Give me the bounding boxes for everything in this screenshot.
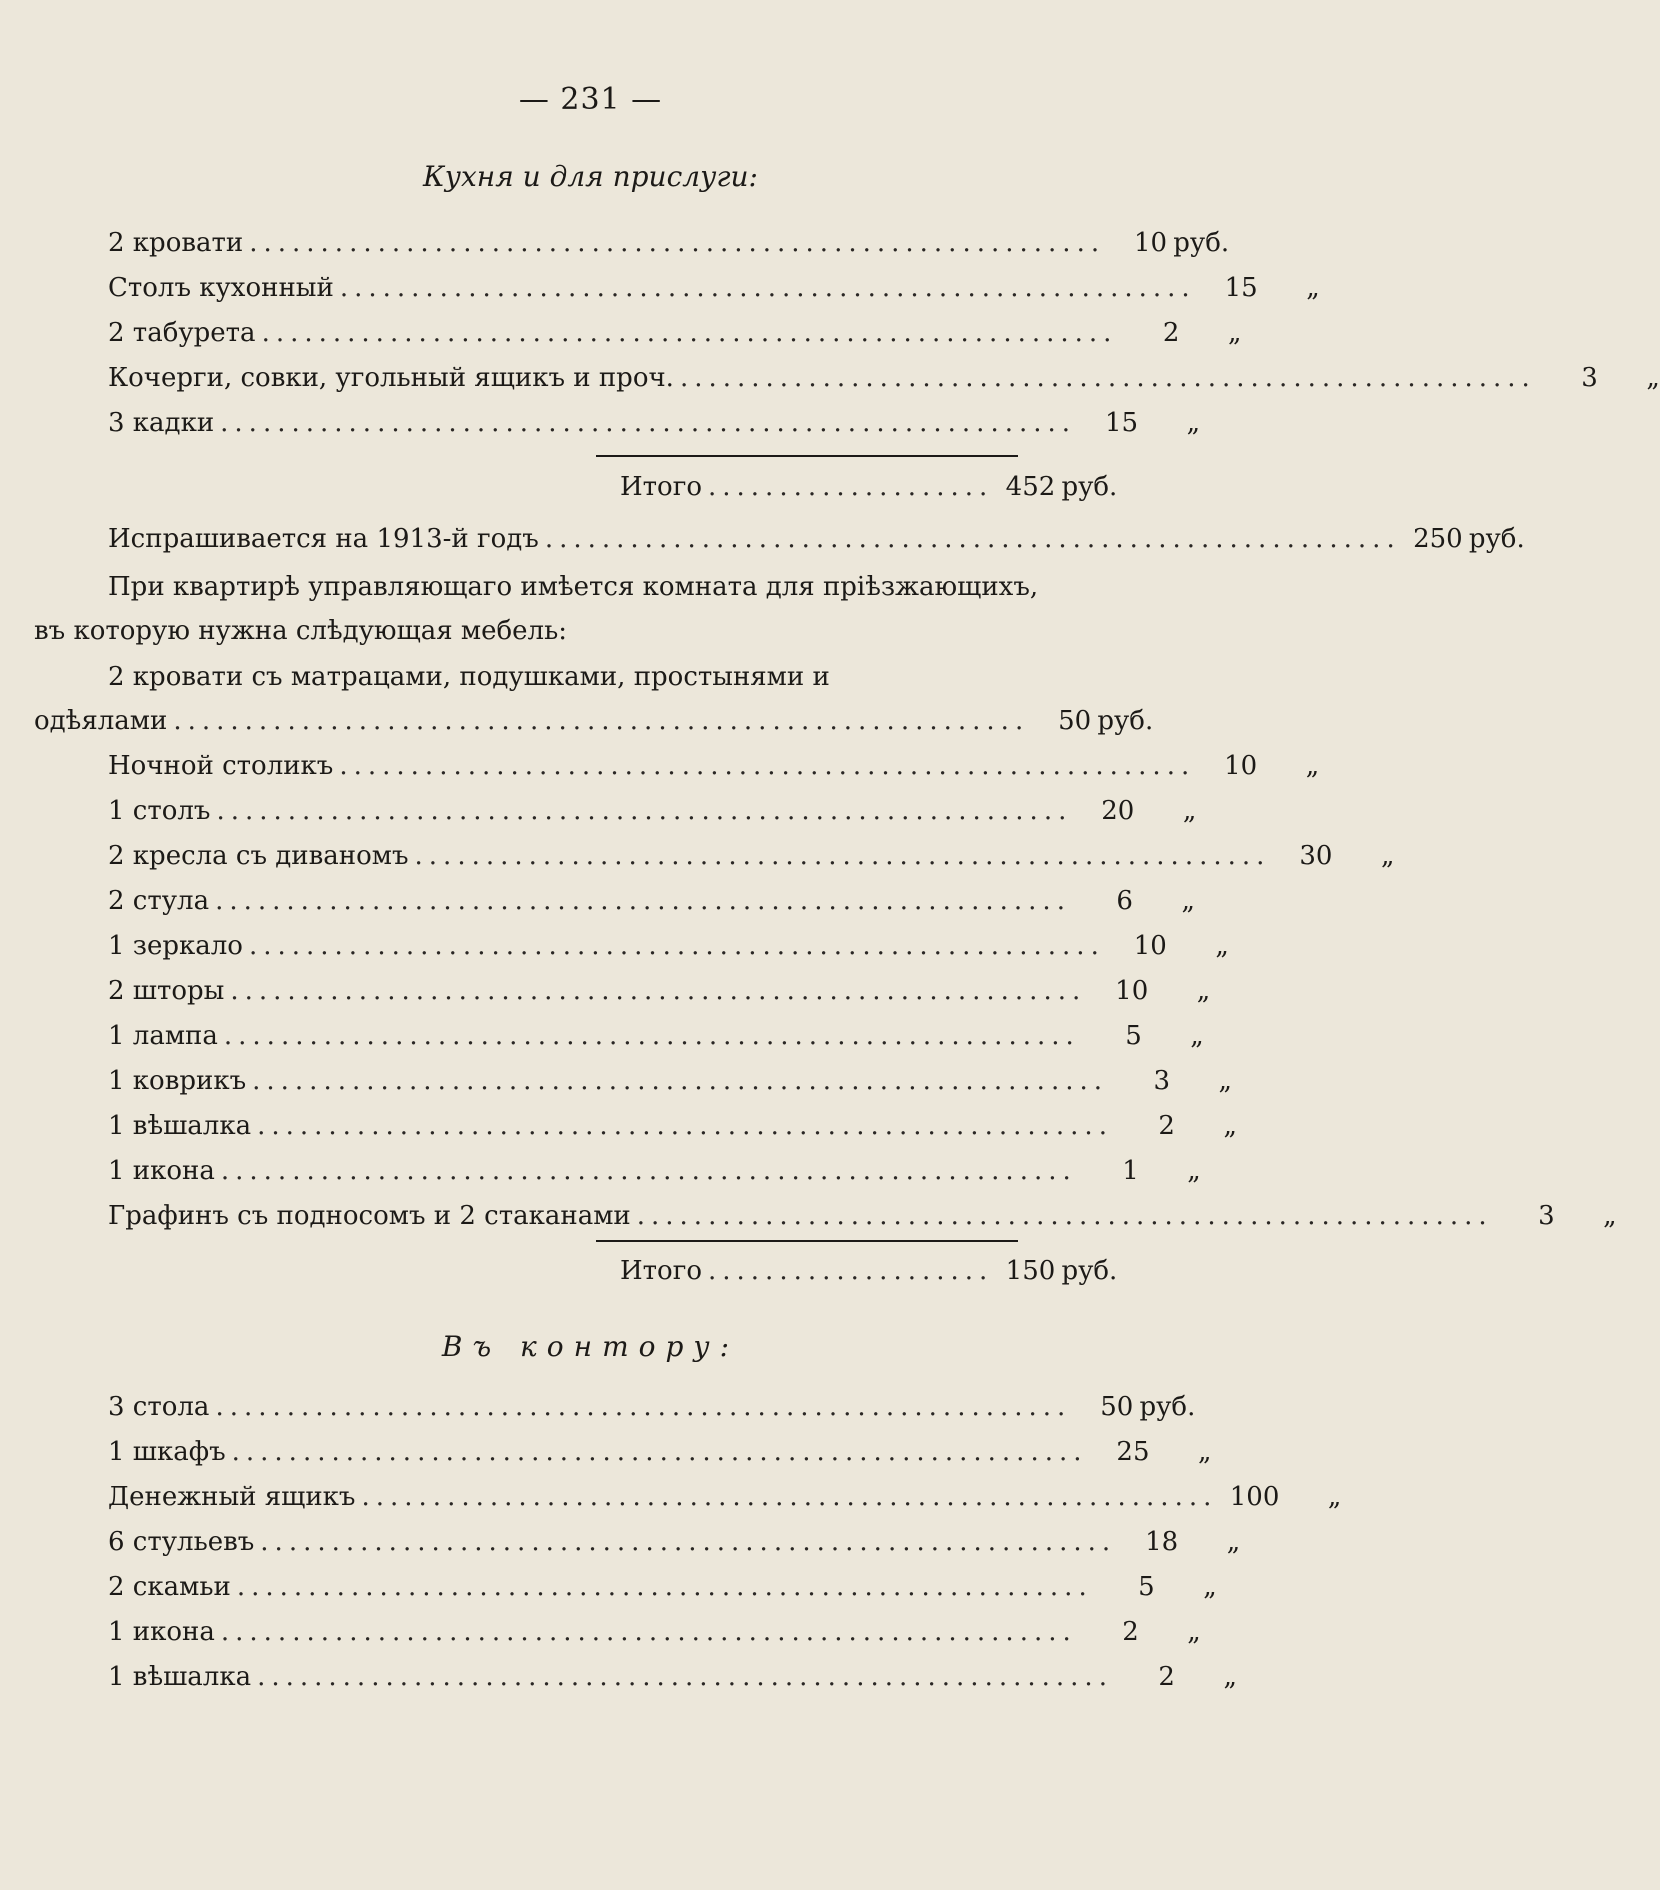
item-value: 10 [1224, 751, 1258, 781]
leader-dots: ............................................................ [252, 1066, 1109, 1096]
total-value: 452 [1005, 472, 1056, 502]
item-label: 1 столъ [108, 796, 211, 826]
item-label: 1 вѣшалка [108, 1111, 252, 1141]
item-label: Столъ кухонный [108, 273, 334, 303]
item-label: 1 вѣшалка [108, 1662, 252, 1692]
item-unit: „ [1203, 1572, 1217, 1602]
guest-room-total [620, 1256, 1118, 1296]
leader-dots: ............................................................ [215, 1392, 1072, 1422]
leader-dots: ............................................................ [636, 1201, 1493, 1231]
item-unit: руб. [1097, 706, 1154, 736]
item-unit: руб. [1139, 1392, 1196, 1422]
item-label: Графинъ съ подносомъ и 2 стаканами [108, 1201, 631, 1231]
leader-dots: ............................................................ [230, 976, 1087, 1006]
item-value: 50 [1100, 1392, 1134, 1422]
item-unit: „ [1305, 751, 1320, 781]
item-value: 25 [1116, 1437, 1150, 1467]
item-value: 20 [1101, 796, 1135, 826]
item-unit: „ [1223, 1111, 1237, 1141]
item-unit: „ [1190, 1021, 1204, 1051]
item-label: 2 шторы [108, 976, 225, 1006]
item-label: Ночной столикъ [108, 751, 334, 781]
item-value: 6 [1116, 886, 1133, 916]
guest-room-intro-line2: въ которую нужна слѣдующая мебель: [34, 616, 567, 646]
kitchen-heading: Кухня и для прислуги: [423, 160, 758, 193]
item-label: одѣялами [34, 706, 168, 736]
item-value: 2 [1158, 1111, 1175, 1141]
list-item [108, 1662, 1237, 1702]
list-item [34, 706, 1154, 746]
leader-dots: ............................................................ [544, 524, 1401, 554]
item-label: Денежный ящикъ [108, 1482, 356, 1512]
leader-dots: ............................................................ [249, 228, 1106, 258]
item-label: 1 коврикъ [108, 1066, 247, 1096]
item-label: 2 табурета [108, 318, 256, 348]
item-label: 2 кресла съ диваномъ [108, 841, 409, 871]
item-unit: „ [1215, 931, 1229, 961]
item-unit: „ [1218, 1066, 1233, 1096]
item-value: 2 [1122, 1617, 1139, 1647]
list-item [108, 976, 1211, 1016]
item-value: 2 [1162, 318, 1180, 348]
leader-dots: ............................................................ [248, 931, 1105, 961]
total-unit: руб. [1061, 1256, 1118, 1286]
total-rule [596, 1240, 1018, 1242]
guest-room-intro-line1: При квартирѣ управляющаго имѣется комната для пріѣзжающихъ, [108, 572, 1039, 602]
item-label: 6 стульевъ [108, 1527, 255, 1557]
list-item [108, 228, 1230, 268]
item-label: 3 кадки [108, 408, 215, 438]
total-value: 150 [1005, 1256, 1056, 1286]
item-label: 1 икона [108, 1156, 215, 1186]
list-item [108, 1156, 1201, 1196]
item-unit: „ [1198, 1437, 1212, 1467]
item-value: 3 [1581, 363, 1598, 393]
list-item [108, 751, 1320, 791]
item-label: Кочерги, совки, угольный ящикъ и проч. [108, 363, 674, 393]
item-value: 10 [1133, 931, 1167, 961]
item-unit: „ [1196, 976, 1211, 1006]
leader-dots: ............................................................ [361, 1482, 1218, 1512]
item-value: 18 [1145, 1527, 1179, 1557]
list-item [108, 796, 1197, 836]
leader-dots: ............................................................ [260, 1527, 1117, 1557]
leader-dots: ............................................................ [236, 1572, 1093, 1602]
item-unit: „ [1327, 1482, 1342, 1512]
requested-unit: руб. [1468, 524, 1525, 554]
item-unit: „ [1306, 273, 1320, 303]
page-number: — 231 — [518, 82, 663, 117]
item-label: 2 скамьи [108, 1572, 231, 1602]
total-unit: руб. [1061, 472, 1118, 502]
item-value: 5 [1125, 1021, 1142, 1051]
leader-dots: ............................................................ [223, 1021, 1080, 1051]
item-unit: „ [1187, 1617, 1201, 1647]
requested-line [108, 524, 1525, 564]
leader-dots: ............................................................ [173, 706, 1030, 736]
leader-dots: ............................................................ [261, 318, 1118, 348]
item-value: 15 [1224, 273, 1258, 303]
item-value: 5 [1138, 1572, 1155, 1602]
item-unit: „ [1187, 1156, 1201, 1186]
list-item [108, 1437, 1212, 1477]
leader-dots: .................... [708, 1256, 994, 1286]
leader-dots: ............................................................ [220, 408, 1077, 438]
item-value: 3 [1153, 1066, 1171, 1096]
list-item [108, 363, 1660, 403]
leader-dots: ............................................................ [220, 1617, 1077, 1647]
item-label: 1 икона [108, 1617, 215, 1647]
item-unit: „ [1186, 408, 1201, 438]
list-item [108, 931, 1229, 971]
item-unit: „ [1227, 318, 1242, 348]
list-item [108, 1021, 1204, 1061]
total-label: Итого [620, 472, 702, 502]
leader-dots: ............................................................ [231, 1437, 1088, 1467]
total-rule [596, 455, 1018, 457]
item-value: 50 [1058, 706, 1092, 736]
requested-value: 250 [1413, 524, 1463, 554]
leader-dots: ............................................................ [257, 1662, 1113, 1692]
item-unit: „ [1223, 1662, 1237, 1692]
office-heading: Въ контору: [441, 1330, 740, 1363]
list-item [108, 273, 1320, 313]
item-unit: „ [1603, 1201, 1617, 1231]
item-value: 10 [1134, 228, 1168, 258]
item-value: 10 [1115, 976, 1149, 1006]
leader-dots: ............................................................ [216, 796, 1073, 826]
leader-dots: ............................................................ [215, 886, 1071, 916]
leader-dots: ............................................................ [339, 751, 1196, 781]
kitchen-total [620, 472, 1118, 512]
item-unit: „ [1646, 363, 1660, 393]
list-item [108, 841, 1395, 881]
leader-dots: ............................................................ [220, 1156, 1077, 1186]
item-label: 2 кровати [108, 228, 244, 258]
list-item [108, 408, 1201, 448]
leader-dots: ............................................................ [679, 363, 1536, 393]
list-item [108, 1482, 1342, 1522]
item-unit: „ [1182, 796, 1197, 826]
item-label: 1 лампа [108, 1021, 218, 1051]
list-item [108, 1527, 1241, 1567]
item-label: 2 стула [108, 886, 210, 916]
list-item [108, 1572, 1217, 1612]
item-value: 1 [1122, 1156, 1139, 1186]
item-label: 3 стола [108, 1392, 210, 1422]
item-unit: руб. [1173, 228, 1230, 258]
list-item [108, 1392, 1196, 1432]
item-value: 3 [1538, 1201, 1555, 1231]
leader-dots: .................... [708, 472, 994, 502]
guest-room-first-item-line1: 2 кровати съ матрацами, подушками, простынями и [108, 662, 830, 692]
item-value: 2 [1158, 1662, 1175, 1692]
item-label: 1 зеркало [108, 931, 243, 961]
list-item [108, 1111, 1237, 1151]
list-item [108, 886, 1195, 926]
item-unit: „ [1181, 886, 1195, 916]
list-item [108, 318, 1242, 358]
leader-dots: ............................................................ [414, 841, 1271, 871]
leader-dots: ............................................................ [257, 1111, 1113, 1141]
item-value: 100 [1229, 1482, 1280, 1512]
list-item [108, 1066, 1233, 1106]
list-item [108, 1617, 1201, 1657]
item-unit: „ [1380, 841, 1395, 871]
leader-dots: ............................................................ [339, 273, 1196, 303]
list-item [108, 1201, 1617, 1241]
item-value: 30 [1299, 841, 1333, 871]
item-unit: „ [1226, 1527, 1241, 1557]
item-label: 1 шкафъ [108, 1437, 226, 1467]
item-value: 15 [1104, 408, 1139, 438]
requested-label: Испрашивается на 1913-й годъ [108, 524, 539, 554]
total-label: Итого [620, 1256, 702, 1286]
